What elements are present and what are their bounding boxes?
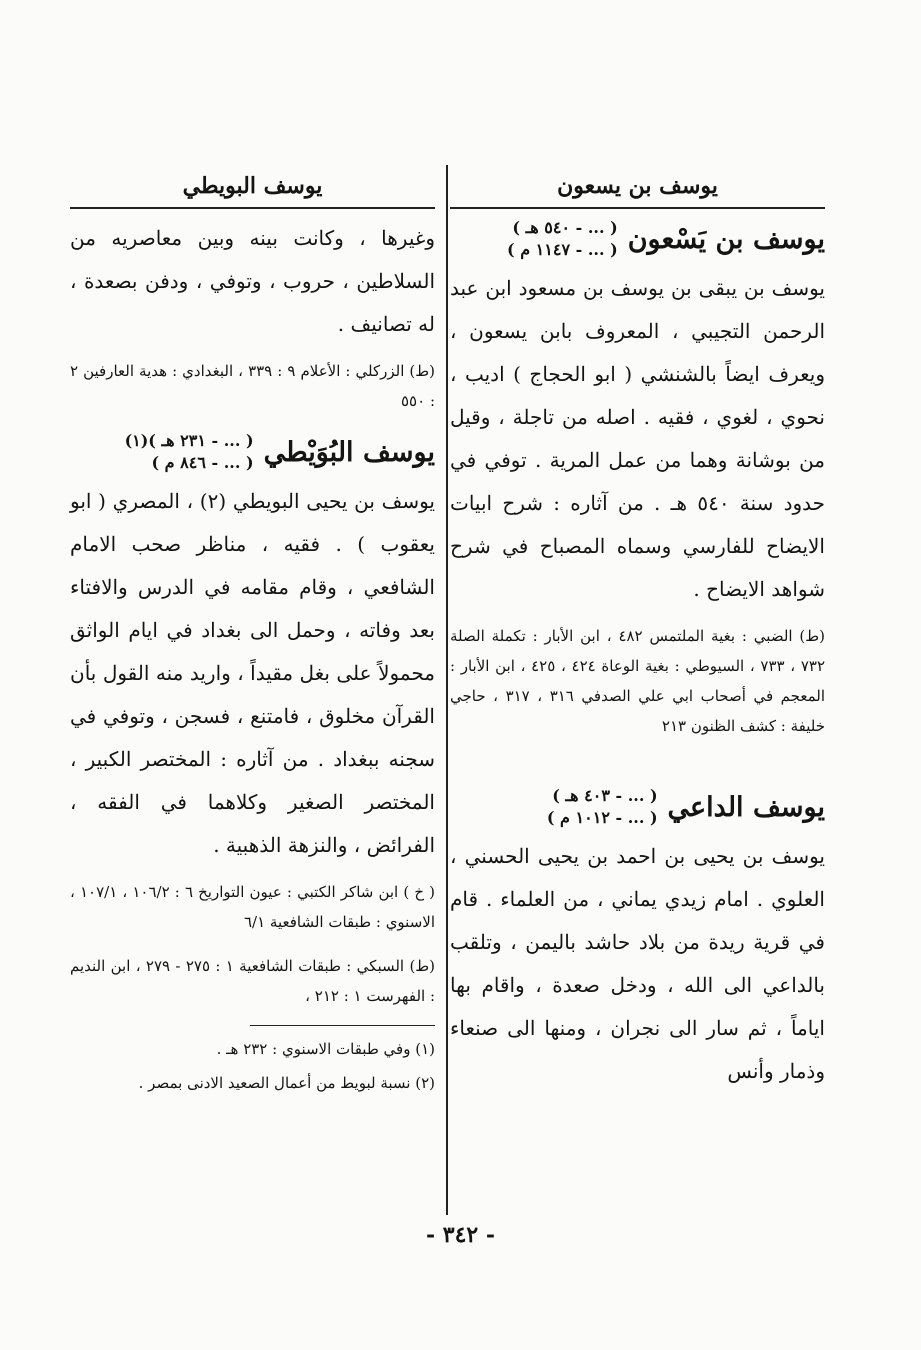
hijri-date: ( ... - ٤٠٣ هـ ) — [552, 786, 658, 805]
entry-name: يوسف بن يَسْعون — [627, 223, 825, 255]
hijri-date: ( ... - ٢٣١ هـ )(١) — [124, 431, 254, 450]
footnote: (٢) نسبة لبويط من أعمال الصعيد الادنى بمصر . — [138, 1074, 435, 1092]
footnotes — [138, 1025, 435, 1100]
entry-body: يوسف بن يحيى البويطي (٢) ، المصري ( ابو يعقوب ) . فقيه ، مناظر صحب الامام الشافعي ، وقام مقامه في الدرس والافتاء بعد وفاته ، وحمل الى بغداد في ايام الواثق محمولاً على بغل مقيداً ، واريد منه القول بأن القرآن مخلوق ، فامتنع ، فسجن ، وتوفي في سجنه ببغداد . من آثاره : المختصر الكبير ، المختصر الصغير وكلاهما في الفقه ، الفرائض ، والنزهة الذهبية . — [70, 489, 435, 857]
page-number: - ٣٤٢ - — [425, 1222, 496, 1248]
entry-body: يوسف بن يبقى بن يوسف بن مسعود ابن عبد الرحمن التجيبي ، المعروف بابن يسعون ، ويعرف ايضاً بالشنشي ( ابو الحجاج ) اديب ، نحوي ، لغوي ، فقيه . اصله من تاجلة ، وقيل من بوشانة وهما من عمل المرية . توفي في حدود سنة ٥٤٠ هـ . من آثاره : شرح ابيات الايضاح للفارسي وسماه المصباح في شرح شواهد الايضاح . — [450, 276, 826, 601]
hijri-date: ( ... - ٥٤٠ هـ ) — [512, 218, 618, 237]
gregorian-date: ( ... - ١١٤٧ م ) — [507, 240, 618, 259]
right-running-header: يوسف بن يسعون — [450, 165, 825, 209]
left-running-header: يوسف البويطي — [70, 165, 435, 209]
entry-sources: (ط) الضبي : بغية الملتمس ٤٨٢ ، ابن الأبار : تكملة الصلة ٧٣٢ ، ٧٣٣ ، السيوطي : بغية الوعاة ٤٢٤ ، ٤٢٥ ، ابن الأبار : المعجم في أصحاب ابي علي الصدفي ٣١٦ ، ٣١٧ ، حاجي خليفة : كشف الظنون ٢١٣ — [450, 627, 825, 735]
right-column — [450, 165, 825, 1093]
entry-heading-ibn-yasun — [450, 217, 825, 261]
entry-sources-printed: (ط) السبكي : طبقات الشافعية ١ : ٢٧٥ - ٢٧٩ ، ابن النديم : الفهرست ١ : ٢١٢ ، — [70, 957, 436, 1005]
column-divider — [446, 165, 448, 1215]
entry-dates — [125, 430, 254, 474]
entry-continuation: وغيرها ، وكانت بينه وبين معاصريه من السلاطين ، حروب ، وتوفي ، ودفن بصعدة ، له تصانيف . — [70, 226, 435, 336]
entry-body: يوسف بن يحيى بن احمد بن يحيى الحسني ، العلوي . امام زيدي يماني ، من العلماء . قام في قرية ريدة من بلاد حاشد باليمن ، وتلقب بالداعي الى الله ، ودخل صعدة ، واقام بها اياماً ، ثم سار الى نجران ، ومنها الى صنعاء وذمار وأنس — [450, 844, 825, 1083]
entry-sources: (ط) الزركلي : الأعلام ٩ : ٣٣٩ ، البغدادي : هدية العارفين ٢ : ٥٥٠ — [70, 362, 435, 410]
left-column — [70, 165, 435, 1100]
footnote: (١) وفي طبقات الاسنوي : ٢٣٢ هـ . — [216, 1040, 435, 1058]
entry-dates — [507, 217, 618, 261]
gregorian-date: ( ... - ٨٤٦ م ) — [151, 453, 254, 472]
entry-name: يوسف البُوَيْطي — [263, 436, 435, 468]
entry-name: يوسف الداعي — [667, 791, 825, 823]
entry-heading-al-dai — [450, 785, 825, 829]
entry-dates — [547, 785, 658, 829]
entry-sources-manuscript: ( خ ) ابن شاكر الكتبي : عيون التواريخ ٦ : ١٠٦/٢ ، ١٠٧/١ ، الاسنوي : طبقات الشافعية ٦/١ — [70, 883, 435, 931]
entry-heading-al-buwayti — [70, 430, 435, 474]
gregorian-date: ( ... - ١٠١٢ م ) — [546, 808, 658, 827]
